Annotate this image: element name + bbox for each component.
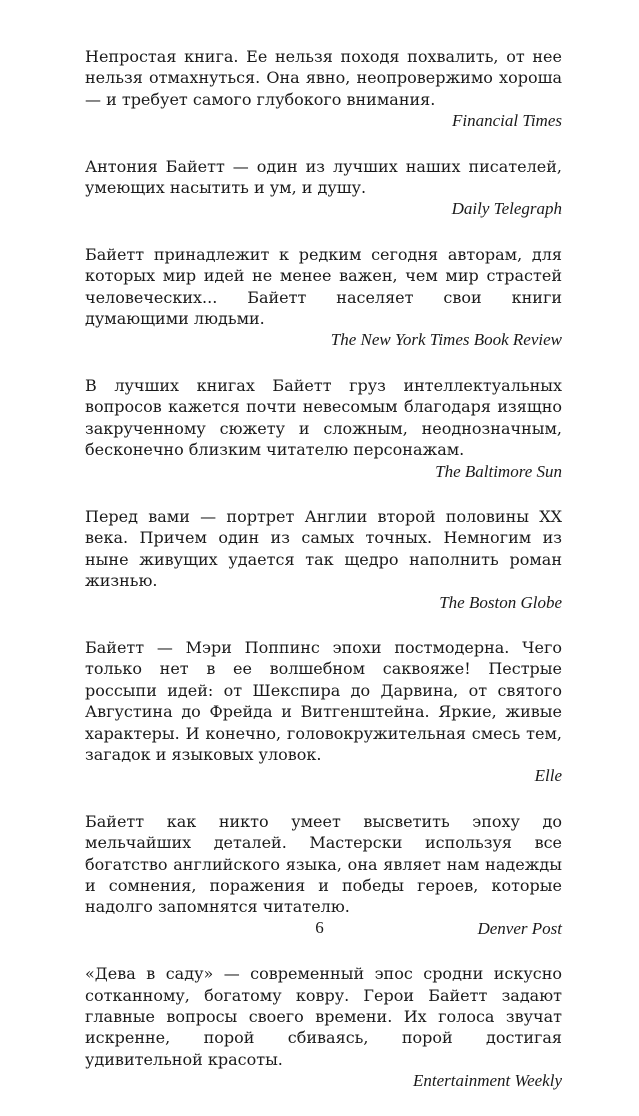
review-text: Непростая книга. Ее нельзя походя похвалить, от нее нельзя отмахнуться. Она явно, неопровержимо хороша — и требует самого глубокого внимания. [85,47,562,109]
review-source: The Baltimore Sun [435,461,562,481]
review-source: Financial Times [451,111,562,131]
review-nyt-book-review [85,244,562,351]
review-boston-globe [85,506,562,613]
page-number: 6 [315,918,324,937]
review-text: Байетт принадлежит к редким сегодня авторам, для которых мир идей не менее важен, чем мир страстей человеческих... Байетт населяет свои книги думающими людьми. [85,244,562,329]
review-elle [85,637,562,787]
review-text: В лучших книгах Байетт груз интеллектуальных вопросов кажется почти невесомым благодаря изящно закрученному сюжету и сложным, неоднозначным, бесконечно близким читателю персонажам. [85,375,562,460]
review-source: Elle [534,766,562,786]
review-text: Перед вами — портрет Англии второй половины XX века. Причем один из самых точных. Немногим из ныне живущих удается так щедро наполнить роман жизнью. [85,506,562,591]
review-baltimore-sun [85,375,562,482]
review-daily-telegraph [85,156,562,220]
review-source: Denver Post [477,918,562,938]
review-source: The New York Times Book Review [330,330,562,350]
review-financial-times [85,46,562,132]
review-entertainment-weekly [85,963,562,1091]
review-source: Entertainment Weekly [412,1071,562,1091]
review-text: Байетт как никто умеет высветить эпоху до мельчайших деталей. Мастерски используя все богатство английского языка, она являет нам надежды и сомнения, поражения и победы героев, которые надолго запомнятся читателю. [85,811,562,917]
review-source: Daily Telegraph [451,199,562,219]
review-page [85,46,562,1116]
review-text: Байетт — Мэри Поппинс эпохи постмодерна. Чего только нет в ее волшебном саквояже! Пестрые россыпи идей: от Шекспира до Дарвина, от святого Августина до Фрейда и Витгенштейна. Яркие, живые характеры. И конечно, головокружительная смесь тем, загадок и языковых уловок. [85,637,562,764]
review-text: Антония Байетт — один из лучших наших писателей, умеющих насытить и ум, и душу. [85,156,562,198]
review-text: «Дева в саду» — современный эпос сродни искусно сотканному, богатому ковру. Герои Байетт задают главные вопросы своего времени. Их голоса звучат искренне, порой сбиваясь, порой достигая удивительной красоты. [85,964,562,1069]
review-source: The Boston Globe [439,592,562,612]
